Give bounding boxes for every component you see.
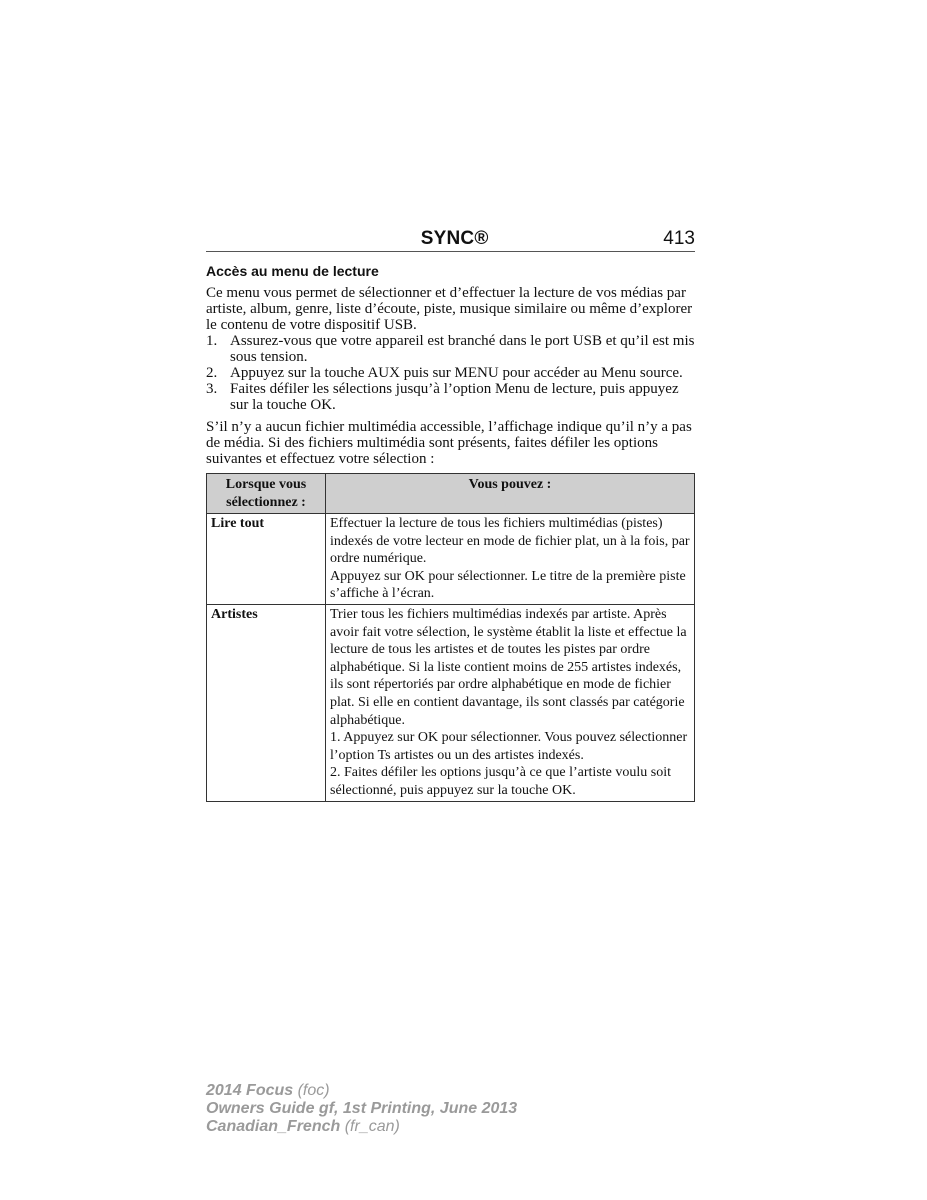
steps-list <box>206 333 695 413</box>
step-number: 2. <box>206 365 218 381</box>
section-heading: Accès au menu de lecture <box>206 263 379 279</box>
table-row <box>207 514 695 605</box>
footer-printing: Owners Guide gf, 1st Printing, June 2013 <box>206 1100 518 1117</box>
list-item <box>206 381 695 413</box>
footer-line <box>206 1118 517 1136</box>
description-line: 2. Faites défiler les options jusqu’à ce que l’artiste voulu soit sélectionné, puis appuyez sur la touche OK. <box>330 765 671 798</box>
description-line: Effectuer la lecture de tous les fichiers multimédias (pistes) indexés de votre lecteur en mode de fichier plat, un à la fois, par ordre numérique. <box>330 516 690 567</box>
column-header-selection: Lorsque vous sélectionnez : <box>207 474 326 514</box>
table-header-row <box>207 474 695 514</box>
option-label: Lire tout <box>207 514 326 605</box>
list-item <box>206 365 695 381</box>
options-table <box>206 473 695 802</box>
footer-language-code: (fr_can) <box>340 1118 400 1135</box>
footer-line <box>206 1100 517 1118</box>
step-text: Appuyez sur la touche AUX puis sur MENU pour accéder au Menu source. <box>230 365 683 381</box>
footer-model-code: (foc) <box>293 1082 330 1099</box>
table-row <box>207 604 695 801</box>
page-number: 413 <box>663 228 695 249</box>
footer-model: 2014 Focus <box>206 1082 294 1099</box>
option-label: Artistes <box>207 604 326 801</box>
step-number: 1. <box>206 333 218 349</box>
chapter-title: SYNC® <box>420 228 489 249</box>
page-header <box>206 222 695 252</box>
note-paragraph: S’il n’y a aucun fichier multimédia accessible, l’affichage indique qu’il n’y a pas de média. Si des fichiers multimédia sont présents, faites défiler les options suivantes et effectuez votre sélection : <box>206 419 692 467</box>
description-line: Appuyez sur OK pour sélectionner. Le titre de la première piste s’affiche à l’écran. <box>330 568 686 602</box>
intro-paragraph: Ce menu vous permet de sélectionner et d’effectuer la lecture de vos médias par artiste, album, genre, liste d’écoute, piste, musique similaire ou même d’explorer le contenu de votre dispositif USB. <box>206 285 693 333</box>
footer-line <box>206 1082 517 1100</box>
description-line: 1. Appuyez sur OK pour sélectionner. Vous pouvez sélectionner l’option Ts artistes ou un des artistes indexés. <box>330 730 688 763</box>
option-description <box>326 604 695 801</box>
step-text: Faites défiler les sélections jusqu’à l’option Menu de lecture, puis appuyez sur la touche OK. <box>230 381 679 413</box>
manual-page <box>206 222 695 802</box>
print-footer <box>206 1082 517 1136</box>
step-number: 3. <box>206 381 218 397</box>
step-text: Assurez-vous que votre appareil est branché dans le port USB et qu’il est mis sous tension. <box>230 333 695 365</box>
option-description <box>326 514 695 605</box>
column-header-action: Vous pouvez : <box>326 474 695 514</box>
description-line: Trier tous les fichiers multimédias indexés par artiste. Après avoir fait votre sélection, le système établit la liste et effectue la lecture de tous les artistes et de toutes les pistes par ordre alphabétique. Si la liste contient moins de 255 artistes indexés, ils sont répertoriés par ordre alphabétique en mode de fichier plat. Si elle en contient davantage, ils sont classés par catégorie alphabétique. <box>330 606 687 728</box>
footer-language: Canadian_French <box>206 1118 341 1135</box>
list-item <box>206 333 695 365</box>
